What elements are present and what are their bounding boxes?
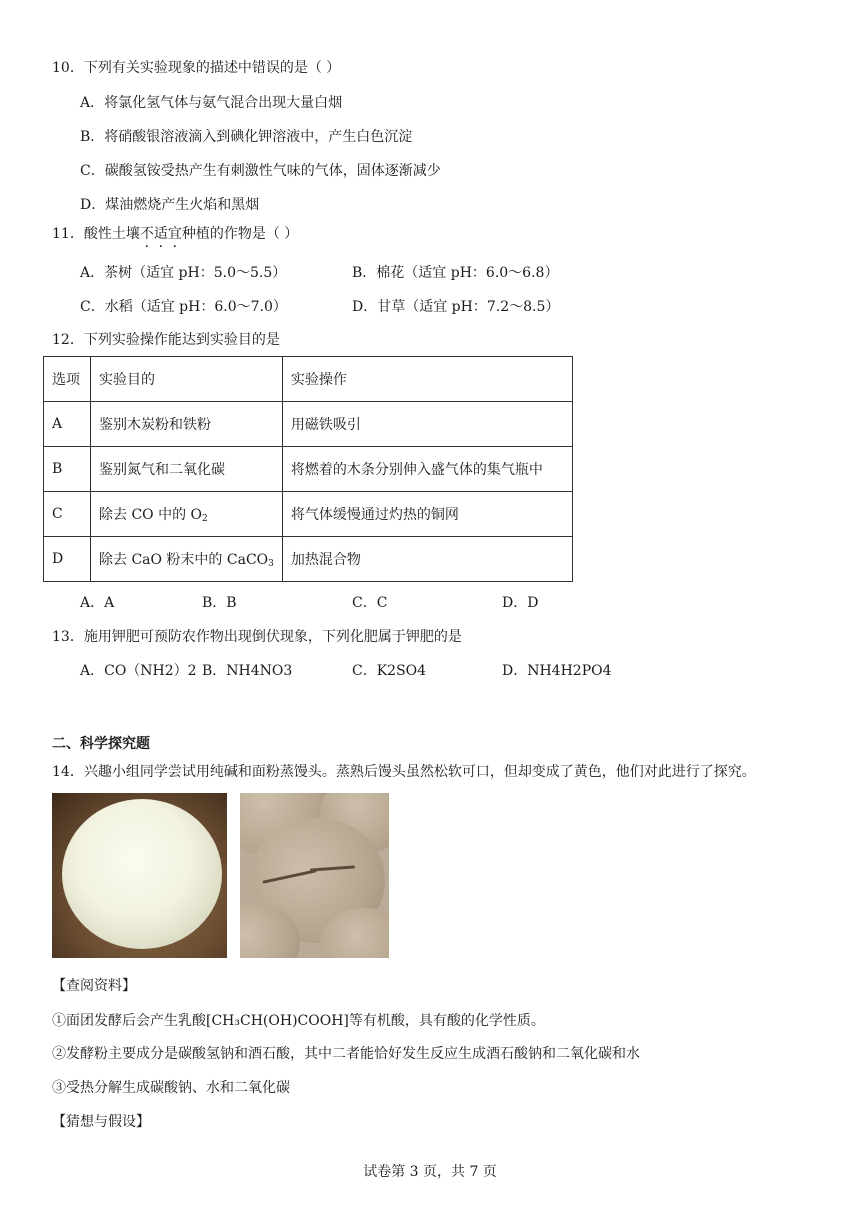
q10-option-a: A．将氯化氢气体与氨气混合出现大量白烟 — [80, 95, 343, 111]
row-goal — [91, 537, 283, 582]
q12-answer-b: B．B — [202, 595, 237, 611]
row-option: C — [44, 492, 91, 537]
q11-emph-char: 不 — [139, 226, 154, 242]
steamed-bun-white-photo — [52, 793, 227, 958]
table-header-row — [44, 357, 573, 402]
q10-option-c: C．碳酸氢铵受热产生有刺激性气味的气体，固体逐渐减少 — [80, 163, 441, 179]
row-goal — [91, 492, 283, 537]
q11-emph-char: 适 — [153, 226, 168, 242]
q10-option-b: B．将硝酸银溶液滴入到碘化钾溶液中，产生白色沉淀 — [80, 129, 413, 145]
table-row — [44, 447, 573, 492]
q13-option-a: A．CO（NH2）2 — [80, 663, 197, 679]
header-goal: 实验目的 — [91, 357, 283, 402]
white-bun-shape — [62, 799, 222, 949]
page-footer: 试卷第 3 页，共 7 页 — [363, 1164, 497, 1180]
q13-option-b: B．NH4NO3 — [202, 663, 293, 679]
q11-stem — [52, 224, 298, 244]
reference-title: 【查阅资料】 — [52, 978, 136, 994]
reference-item-2: ②发酵粉主要成分是碳酸氢钠和酒石酸，其中二者能恰好发生反应生成酒石酸钠和二氧化碳和水 — [52, 1046, 640, 1062]
row-option: A — [44, 402, 91, 447]
hypothesis-title: 【猜想与假设】 — [52, 1114, 150, 1130]
q14-stem: 14．兴趣小组同学尝试用纯碱和面粉蒸馒头。蒸熟后馒头虽然松软可口，但却变成了黄色，他们对此进行了探究。 — [52, 764, 756, 780]
row-operation: 将气体缓慢通过灼热的铜网 — [282, 492, 572, 537]
q13-option-d: D．NH4H2PO4 — [502, 663, 612, 679]
goal-subscript: 3 — [268, 559, 274, 569]
q12-answer-a: A．A — [80, 595, 115, 611]
goal-subscript: 2 — [202, 514, 208, 524]
row-goal: 鉴别氮气和二氧化碳 — [91, 447, 283, 492]
reference-item-3: ③受热分解生成碳酸钠、水和二氧化碳 — [52, 1080, 290, 1096]
row-option: B — [44, 447, 91, 492]
table-row — [44, 492, 573, 537]
q11-option-a: A．茶树（适宜 pH：5.0～5.5） — [80, 265, 287, 281]
q12-answer-d: D．D — [502, 595, 539, 611]
row-operation: 将燃着的木条分别伸入盛气体的集气瓶中 — [282, 447, 572, 492]
q13-stem: 13．施用钾肥可预防农作物出现倒伏现象，下列化肥属于钾肥的是 — [52, 629, 462, 645]
q13-option-c: C．K2SO4 — [352, 663, 427, 679]
row-goal: 鉴别木炭粉和铁粉 — [91, 402, 283, 447]
header-option: 选项 — [44, 357, 91, 402]
experiment-table — [43, 356, 573, 582]
goal-text: 除去 CO 中的 O — [99, 507, 203, 523]
q12-stem: 12．下列实验操作能达到实验目的是 — [52, 332, 280, 348]
q11-stem-prefix: 11．酸性土壤 — [52, 226, 140, 242]
q10-stem: 10．下列有关实验现象的描述中错误的是（ ） — [52, 60, 341, 76]
q11-stem-suffix: 种植的作物是（ ） — [181, 226, 299, 242]
q12-answer-c: C．C — [352, 595, 388, 611]
header-operation: 实验操作 — [282, 357, 572, 402]
table-row — [44, 402, 573, 447]
row-option: D — [44, 537, 91, 582]
table-row — [44, 537, 573, 582]
q10-option-d: D．煤油燃烧产生火焰和黑烟 — [80, 197, 260, 213]
row-operation: 用磁铁吸引 — [282, 402, 572, 447]
section-title: 二、科学探究题 — [52, 736, 150, 752]
q11-option-c: C．水稻（适宜 pH：6.0～7.0） — [80, 299, 287, 315]
reference-item-1: ①面团发酵后会产生乳酸[CH₃CH(OH)COOH]等有机酸，具有酸的化学性质。 — [52, 1013, 545, 1029]
q11-emph-char: 宜 — [167, 226, 182, 242]
q11-option-b: B．棉花（适宜 pH：6.0～6.8） — [352, 265, 559, 281]
goal-text: 除去 CaO 粉末中的 CaCO — [99, 552, 269, 568]
row-operation: 加热混合物 — [282, 537, 572, 582]
steamed-bun-yellow-photo — [240, 793, 389, 958]
q11-option-d: D．甘草（适宜 pH：7.2～8.5） — [352, 299, 560, 315]
